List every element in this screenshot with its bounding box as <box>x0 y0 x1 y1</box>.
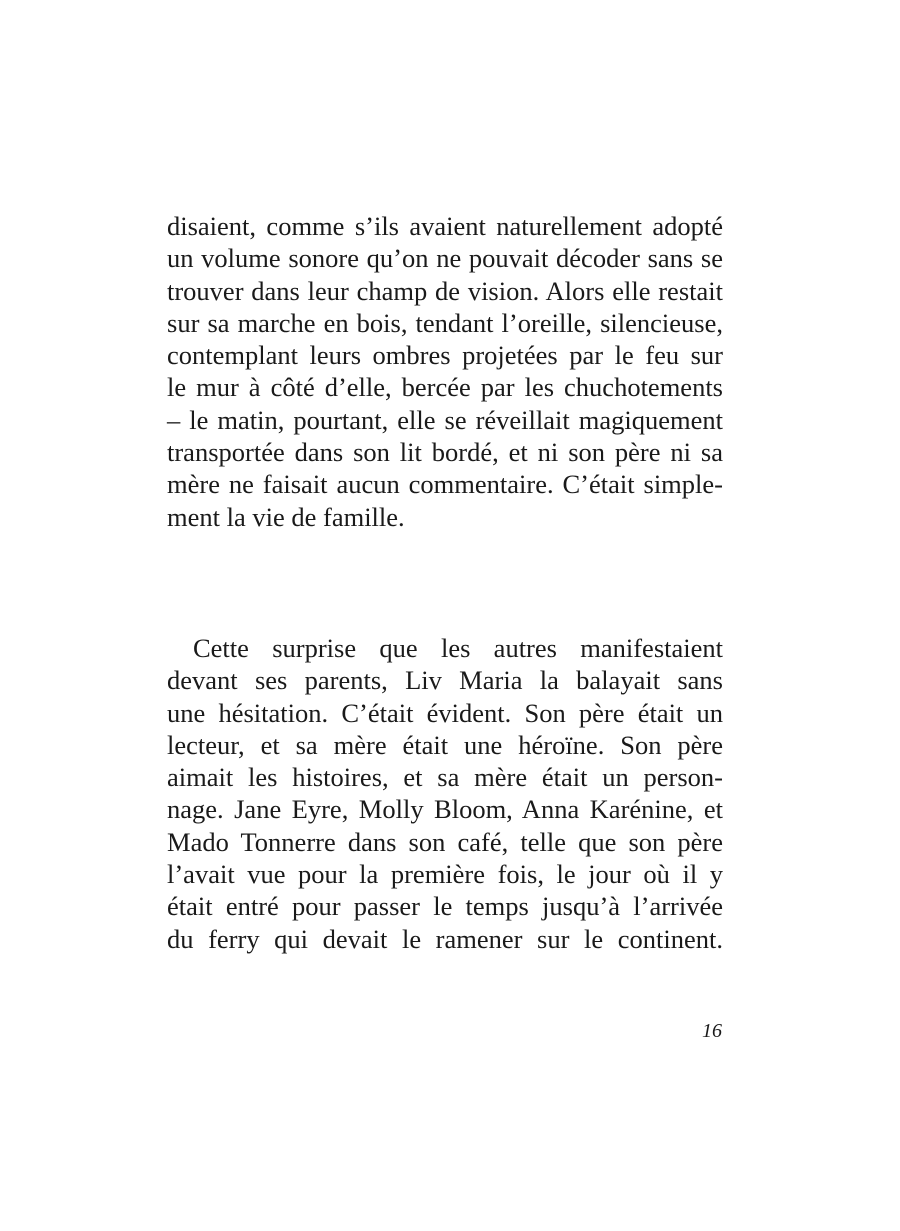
text-line: était entré pour passer le temps jusqu’à l’arrivée <box>167 891 723 922</box>
text-line: – le matin, pourtant, elle se réveillait magiquement <box>167 404 723 435</box>
paragraph-1 <box>167 210 723 533</box>
text-line: une hésitation. C’était évident. Son père était un <box>167 697 723 728</box>
text-line: mère ne faisait aucun commentaire. C’était simple- <box>167 469 723 500</box>
paragraph-2 <box>167 632 723 955</box>
text-line: transportée dans son lit bordé, et ni son père ni sa <box>167 437 723 468</box>
text-line: l’avait vue pour la première fois, le jour où il y <box>167 859 723 890</box>
text-line: devant ses parents, Liv Maria la balayait sans <box>167 665 723 696</box>
text-line: le mur à côté d’elle, bercée par les chuchotements <box>167 372 723 403</box>
text-line: contemplant leurs ombres projetées par le feu sur <box>167 340 723 371</box>
text-line: aimait les histoires, et sa mère était un person- <box>167 762 723 793</box>
page-number: 16 <box>702 1020 722 1042</box>
text-line: disaient, comme s’ils avaient naturellement adopté <box>167 211 723 241</box>
text-line: ment la vie de famille. <box>167 501 405 532</box>
text-line: sur sa marche en bois, tendant l’oreille, silencieuse, <box>167 307 723 338</box>
text-line: Mado Tonnerre dans son café, telle que son père <box>167 826 723 857</box>
text-line: trouver dans leur champ de vision. Alors elle restait <box>167 275 723 306</box>
text-line: lecteur, et sa mère était une héroïne. Son père <box>167 729 723 760</box>
text-line: du ferry qui devait le ramener sur le continent. <box>167 923 723 954</box>
text-line: nage. Jane Eyre, Molly Bloom, Anna Karénine, et <box>167 794 723 825</box>
text-line: un volume sonore qu’on ne pouvait décoder sans se <box>167 243 723 274</box>
text-line: Cette surprise que les autres manifestaient <box>193 633 723 663</box>
